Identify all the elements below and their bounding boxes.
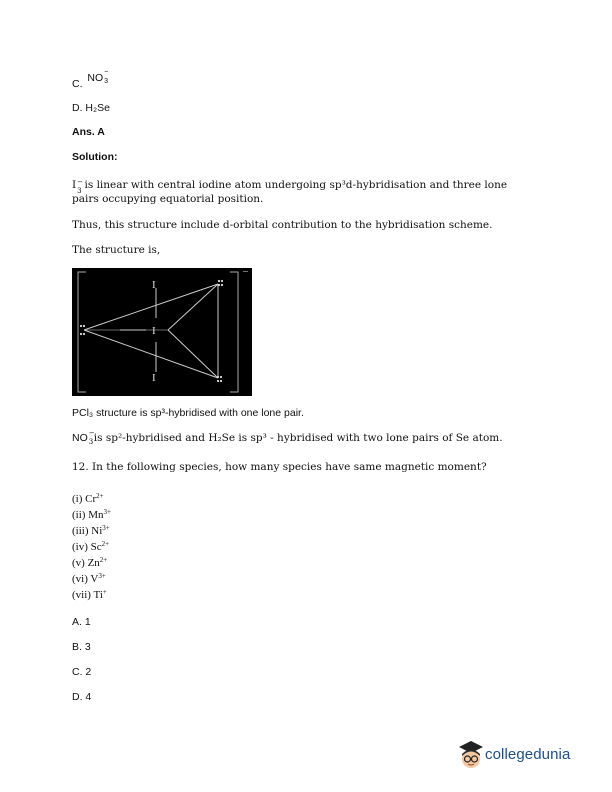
pcl3-statement: PCl₃ structure is sp³-hybridised with one lone pair. [72, 407, 304, 419]
atom-center: I [152, 325, 156, 337]
mascot-icon [457, 737, 485, 773]
species-item [72, 508, 111, 521]
solution-line-1: is linear with central iodine atom undergoing sp³d-hybridisation and three lone [81, 179, 508, 191]
option-c-formula-sup: − [104, 69, 109, 76]
species-charge: 3+ [102, 524, 110, 532]
option-c-formula [87, 69, 109, 85]
species-label: (ii) Mn [72, 509, 104, 521]
answer-option-c: C. 2 [72, 666, 92, 678]
plane-line-5 [168, 330, 218, 378]
species-label: (vii) Ti [72, 589, 103, 601]
species-label: (iv) Sc [72, 541, 102, 553]
species-item [72, 588, 107, 601]
plane-line-1 [84, 284, 218, 330]
collegedunia-logo [457, 735, 587, 775]
answer-label: Ans. A [72, 126, 105, 138]
no3-statement [72, 429, 503, 446]
answer-option-a: A. 1 [72, 616, 91, 628]
lone-pair-bottom-right [217, 376, 222, 382]
triiodide-formula [72, 178, 84, 195]
option-c-formula-base: NO [87, 72, 104, 84]
charge-sign: − [242, 268, 249, 276]
species-charge: + [102, 588, 107, 596]
nitrate-sub: 3 [88, 438, 94, 446]
plane-line-2 [84, 330, 218, 378]
species-charge: 2+ [99, 556, 108, 564]
triiodide-sub: 3 [77, 187, 82, 195]
option-c-formula-sub: 3 [104, 78, 109, 85]
solution-heading: Solution: [72, 151, 118, 163]
logo-text: collegedunia [485, 746, 571, 763]
nitrate-base: NO [72, 432, 88, 444]
answer-option-b: B. 3 [72, 641, 91, 653]
question-12: 12. In the following species, how many species have same magnetic moment? [72, 461, 487, 473]
species-item [72, 572, 106, 585]
species-item [72, 492, 104, 505]
option-d: D. H₂Se [72, 102, 110, 114]
solution-line-3: Thus, this structure include d-orbital contribution to the hybridisation scheme. [72, 219, 493, 231]
species-charge: 2+ [101, 540, 110, 548]
nitrate-formula [72, 429, 95, 446]
plane-line-4 [168, 284, 218, 330]
species-charge: 3+ [103, 508, 111, 516]
lone-pair-top-right [218, 280, 223, 286]
atom-bottom: I [152, 372, 156, 384]
left-bracket [78, 272, 86, 392]
species-item [72, 556, 107, 569]
triiodide-structure-diagram [72, 268, 252, 396]
solution-line-4: The structure is, [72, 244, 161, 256]
species-charge: 2+ [96, 492, 104, 500]
option-c [72, 69, 109, 90]
species-label: (vi) V [72, 573, 99, 585]
species-label: (i) Cr [72, 493, 97, 505]
structure-svg [72, 268, 252, 396]
triiodide-sup: − [77, 178, 84, 186]
species-charge: 3+ [98, 572, 106, 580]
solution-line-2: pairs occupying equatorial position. [72, 193, 264, 205]
atom-top: I [152, 279, 156, 291]
species-item [72, 524, 110, 537]
answer-option-d: D. 4 [72, 691, 92, 703]
solution-paragraph [72, 178, 542, 206]
nitrate-sup: − [88, 429, 95, 437]
triiodide-base: I [72, 179, 77, 191]
right-bracket [230, 272, 238, 392]
species-item [72, 540, 109, 553]
species-label: (v) Zn [72, 557, 100, 569]
species-label: (iii) Ni [72, 525, 103, 537]
option-c-label: C. [72, 78, 83, 90]
nitrate-text: is sp²-hybridised and H₂Se is sp³ - hybridised with two lone pairs of Se atom. [93, 432, 503, 444]
